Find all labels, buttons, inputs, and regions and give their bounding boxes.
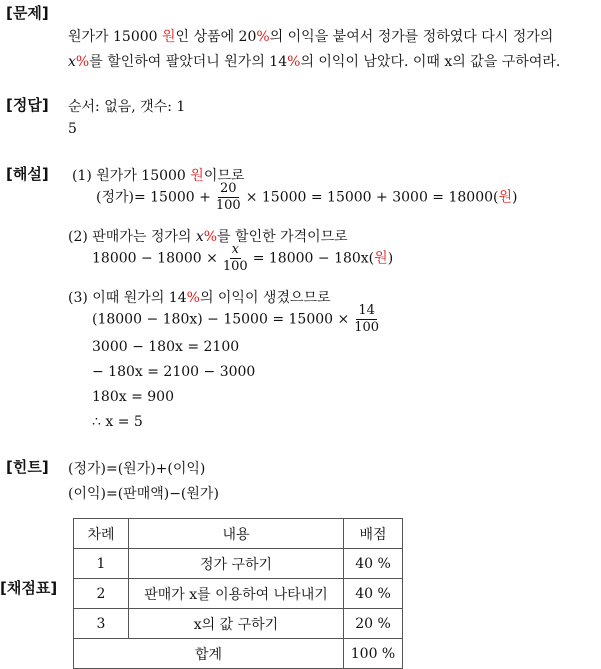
scoring-label: [채점표] <box>0 579 58 597</box>
answer-label: [정답] <box>6 96 49 114</box>
equation-text: × 15000 = 15000 + 3000 = 18000( <box>245 189 499 206</box>
step-text: 이므로 <box>203 168 245 184</box>
hint-line-1: (정가)=(원가)+(이익) <box>68 461 206 477</box>
row-score: 40 % <box>344 579 403 609</box>
row-score: 40 % <box>344 549 403 579</box>
fraction-numerator: 20 <box>220 181 237 196</box>
scoring-table <box>73 518 403 669</box>
problem-line-2 <box>68 51 560 71</box>
problem-text: 인 상품에 20 <box>175 29 257 45</box>
fraction-numerator: x <box>231 242 239 257</box>
equation-text: = 18000 − 180x( <box>252 250 375 267</box>
won-unit: 원 <box>190 168 204 184</box>
equation-text: ) <box>512 189 518 206</box>
table-row <box>74 549 403 579</box>
row-content: 판매가 x를 이용하여 나타내기 <box>129 579 344 609</box>
fraction-denominator: 100 <box>215 198 241 213</box>
row-number: 1 <box>74 549 129 579</box>
problem-text: 원가가 15000 <box>68 29 163 45</box>
solution-step-3-eq-4: 180x = 900 <box>92 389 174 405</box>
solution-step-2-eq <box>92 242 393 275</box>
equation-text: ) <box>387 250 394 267</box>
won-unit: 원 <box>162 29 176 45</box>
table-row <box>74 579 403 609</box>
step-text: (1) 원가가 15000 <box>72 168 191 184</box>
solution-step-3-eq-2: 3000 − 180x = 2100 <box>92 339 240 355</box>
percent-unit: % <box>75 54 90 70</box>
hint-label: [힌트] <box>6 458 49 476</box>
solution-step-3-eq-3: − 180x = 2100 − 3000 <box>92 364 256 380</box>
percent-unit: % <box>186 290 200 306</box>
column-header: 내용 <box>129 519 344 549</box>
variable-x: x <box>68 54 76 70</box>
row-number: 2 <box>74 579 129 609</box>
total-score: 100 % <box>344 639 403 669</box>
answer-line-1: 순서: 없음, 갯수: 1 <box>68 99 186 115</box>
total-label: 합계 <box>74 639 344 669</box>
hint-line-2: (이익)=(판매액)−(원가) <box>68 486 219 502</box>
equation-text: (정가)= 15000 + <box>96 189 211 206</box>
answer-value: 5 <box>68 121 77 137</box>
column-header: 차례 <box>74 519 129 549</box>
column-header: 배점 <box>344 519 403 549</box>
step-text: (3) 이때 원가의 14 <box>68 290 187 306</box>
fraction <box>214 181 243 214</box>
percent-unit: % <box>203 229 218 245</box>
problem-text: 의 이익이 남았다. 이때 x의 값을 구하여라. <box>300 54 561 70</box>
row-number: 3 <box>74 609 129 639</box>
step-text: (2) 판매가는 정가의 <box>68 229 196 245</box>
solution-step-1-eq <box>96 181 517 214</box>
fraction <box>352 303 381 336</box>
percent-unit: % <box>287 54 301 70</box>
table-header-row <box>74 519 403 549</box>
equation-text: 18000 − 18000 × <box>92 250 218 267</box>
problem-text: 의 이익을 붙여서 정가를 정하였다 다시 정가의 <box>269 29 554 45</box>
fraction <box>221 242 250 275</box>
table-total-row <box>74 639 403 669</box>
won-unit: 원 <box>498 189 513 206</box>
row-score: 20 % <box>344 609 403 639</box>
solution-step-3-eq-1 <box>92 303 384 336</box>
row-content: x의 값 구하기 <box>129 609 344 639</box>
fraction-denominator: 100 <box>354 320 380 335</box>
problem-text: 를 할인하여 팔았더니 원가의 14 <box>89 54 288 70</box>
step-text: 를 할인한 가격이므로 <box>217 229 348 245</box>
equation-text: (18000 − 180x) − 15000 = 15000 × <box>92 311 350 328</box>
variable-x: x <box>195 229 204 245</box>
percent-unit: % <box>256 29 270 45</box>
solution-label: [해설] <box>6 165 49 183</box>
won-unit: 원 <box>374 250 388 267</box>
fraction-numerator: 14 <box>358 303 375 318</box>
problem-line-1 <box>68 26 553 46</box>
solution-step-3-eq-5: ∴ x = 5 <box>92 414 143 430</box>
step-text: 의 이익이 생겼으므로 <box>199 290 331 306</box>
problem-label: [문제] <box>6 4 49 22</box>
fraction-denominator: 100 <box>222 259 248 274</box>
table-row <box>74 609 403 639</box>
row-content: 정가 구하기 <box>129 549 344 579</box>
